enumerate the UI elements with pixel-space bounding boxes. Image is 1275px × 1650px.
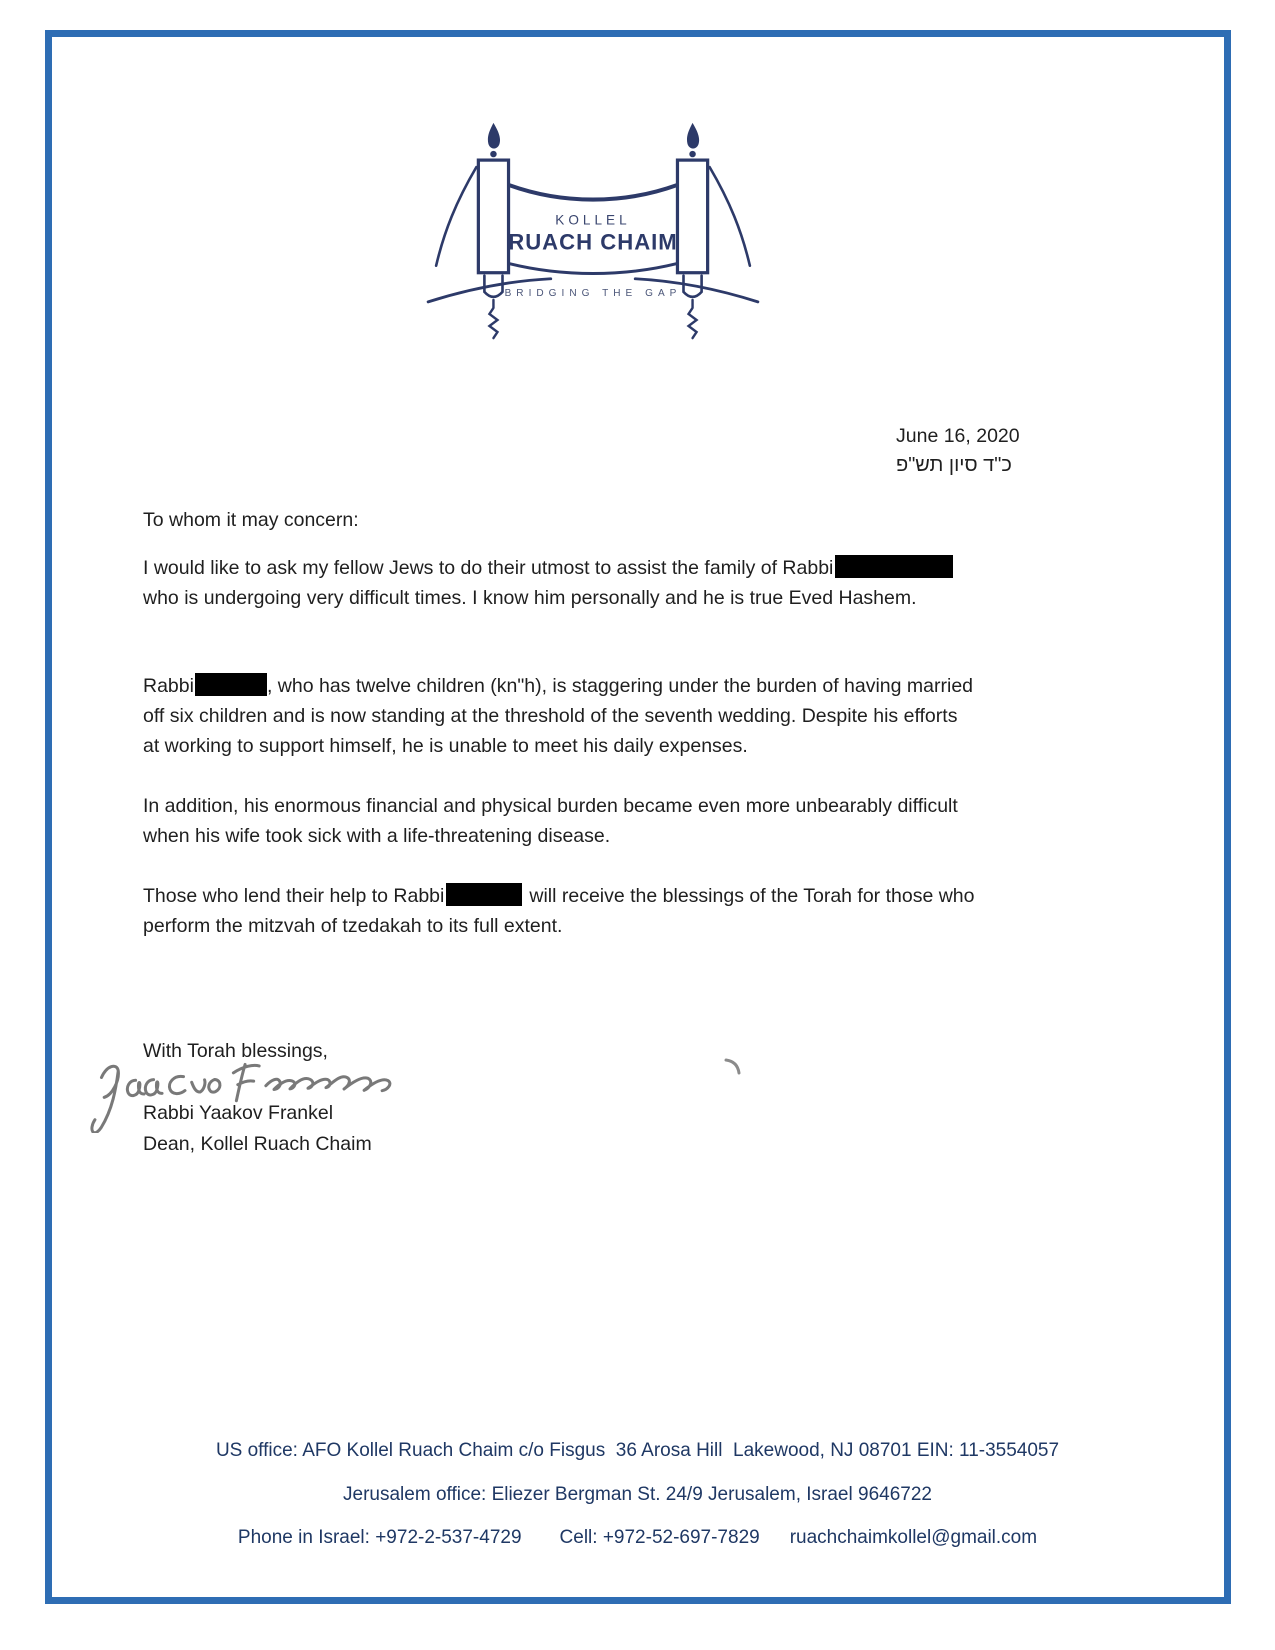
paragraph-2-line-3: at working to support himself, he is unable to meet his daily expenses. [143, 735, 748, 757]
right-spindle [689, 300, 697, 338]
right-flame-icon [687, 123, 699, 149]
paragraph-1 [143, 553, 1103, 613]
footer-us-office: US office: AFO Kollel Ruach Chaim c/o Fisgus 36 Arosa Hill Lakewood, NJ 08701 EIN: 11-3554057 [215, 1440, 1060, 1461]
paragraph-4 [143, 881, 1103, 941]
left-cable [436, 167, 476, 266]
p4-text-before-redaction: Those who lend their help to Rabbi [143, 885, 445, 907]
footer-cell: Cell: +972-52-697-7829 [559, 1527, 760, 1548]
signer-name: Rabbi Yaakov Frankel [143, 1102, 334, 1124]
salutation: To whom it may concern: [143, 509, 359, 531]
logo-kollel-text: KOLLEL [555, 212, 631, 228]
signature-block [143, 1098, 1103, 1160]
left-spindle [489, 300, 497, 338]
left-roller [478, 160, 508, 273]
redacted-name-3 [446, 883, 522, 906]
paragraph-3-line-2: when his wife took sick with a life-threatening disease. [143, 825, 611, 847]
paragraph-2 [143, 671, 1103, 761]
left-flame-bead [490, 151, 496, 157]
date-hebrew: כ"ד סיון תש"פ [896, 454, 1012, 476]
paragraph-2-line-2: off six children and is now standing at the threshold of the seventh wedding. Despite his efforts [143, 705, 958, 727]
paragraph-2-line-1 [143, 671, 1103, 701]
paragraph-4-line-1 [143, 881, 1103, 911]
footer-email: ruachchaimkollel@gmail.com [789, 1527, 1038, 1548]
date-english: June 16, 2020 [896, 425, 1020, 447]
torah-bridge-logo-icon [412, 114, 774, 352]
logo-ruach-chaim-text: RUACH CHAIM [508, 229, 678, 255]
banner-bottom-edge [510, 264, 677, 274]
right-cable [710, 167, 750, 266]
paragraph-3-line-1: In addition, his enormous financial and physical burden became even more unbearably difficult [143, 795, 958, 817]
closing-line: With Torah blessings, [143, 1040, 328, 1062]
p2-text-after-redaction: , who has twelve children (kn"h), is staggering under the burden of having married [266, 675, 974, 697]
right-roller [677, 160, 707, 273]
date-block [896, 422, 1046, 480]
paragraph-1-line-2: who is undergoing very difficult times. I know him personally and he is true Eved Hashem. [143, 587, 917, 609]
p4-text-after-redaction: will receive the blessings of the Torah for those who [529, 885, 975, 907]
signer-title: Dean, Kollel Ruach Chaim [143, 1133, 372, 1155]
kollel-ruach-chaim-logo [412, 114, 774, 352]
paragraph-4-line-2: perform the mitzvah of tzedakah to its full extent. [143, 915, 563, 937]
left-flame-icon [488, 123, 500, 149]
right-flame-bead [689, 151, 695, 157]
paragraph-1-line-1 [143, 553, 1103, 583]
paragraph-3 [143, 791, 1103, 851]
footer-phone: Phone in Israel: +972-2-537-4729 [237, 1527, 522, 1548]
footer-jerusalem-office: Jerusalem office: Eliezer Bergman St. 24/9 Jerusalem, Israel 9646722 [343, 1484, 932, 1505]
p2-text-before-redaction: Rabbi [143, 675, 194, 697]
redacted-name-2 [195, 673, 267, 696]
footer-contact-line [60, 1527, 1215, 1549]
p1-text-before-redaction: I would like to ask my fellow Jews to do their utmost to assist the family of Rabbi [143, 557, 834, 579]
redacted-name-1 [835, 555, 953, 578]
logo-tagline-text: BRIDGING THE GAP [504, 287, 682, 299]
banner-top-edge [510, 185, 677, 199]
